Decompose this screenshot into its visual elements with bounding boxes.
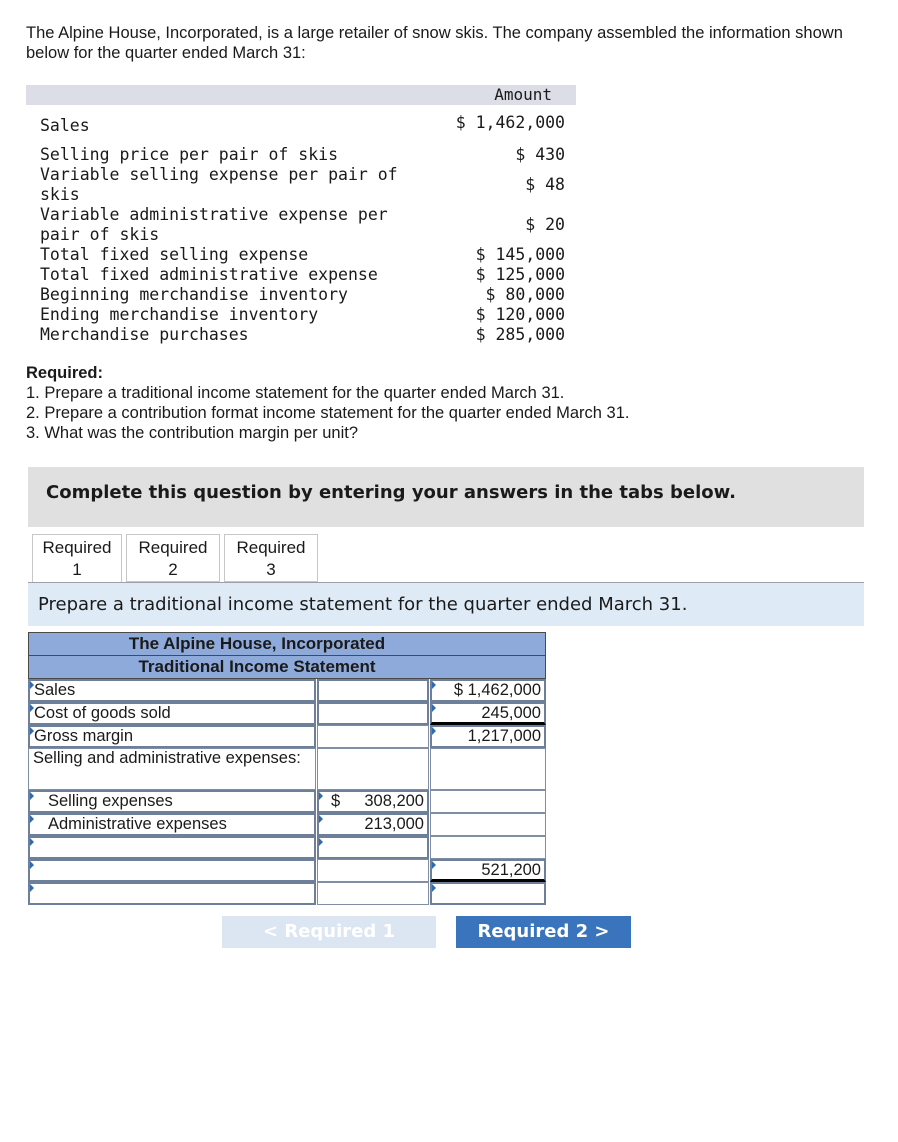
given-data-header <box>26 85 576 105</box>
dollar-sign: $ <box>331 792 341 810</box>
total-sa-label-input[interactable] <box>28 859 316 882</box>
sa-mid <box>317 748 429 790</box>
net-income-mid <box>317 882 429 905</box>
given-amount: $ 20 <box>525 215 565 234</box>
given-label: Total fixed selling expense <box>40 245 309 264</box>
blank-right <box>430 836 546 859</box>
tab-label: Required <box>138 538 208 557</box>
given-row <box>26 285 576 305</box>
tab-number: 1 <box>72 560 82 579</box>
cogs-value: 245,000 <box>481 704 541 722</box>
problem-intro: The Alpine House, Incorporated, is a large retailer of snow skis. The company assembled the information shown below for the quarter ended March 31: <box>26 24 843 62</box>
given-amount: $ 285,000 <box>475 325 565 344</box>
cogs-label-input[interactable] <box>28 702 316 725</box>
gross-margin-label-input[interactable] <box>28 725 316 748</box>
tab-number: 2 <box>168 560 178 579</box>
given-row <box>26 265 576 285</box>
given-amount: $ 430 <box>515 145 565 164</box>
tab-label: Required <box>42 538 112 557</box>
given-row <box>26 325 576 345</box>
given-amount: $ 120,000 <box>475 305 565 324</box>
sa-right <box>430 748 546 790</box>
given-row <box>26 305 576 325</box>
company-name: The Alpine House, Incorporated <box>128 634 386 653</box>
sales-value: $ 1,462,000 <box>453 681 541 699</box>
given-label: Ending merchandise inventory <box>40 305 319 324</box>
given-row <box>26 245 576 265</box>
given-label: Variable administrative expense per pair of skis <box>40 205 388 244</box>
blank-mid-input[interactable] <box>317 836 429 859</box>
selling-expenses-label-input[interactable] <box>28 790 316 813</box>
total-sa-value: 521,200 <box>481 861 541 879</box>
total-sa-value-input[interactable] <box>430 859 546 882</box>
tab-required-3[interactable] <box>224 534 318 582</box>
given-row <box>26 145 576 165</box>
required-item: 2. Prepare a contribution format income statement for the quarter ended March 31. <box>26 404 630 422</box>
next-required-button[interactable]: Required 2 > <box>456 916 631 948</box>
required-title: Required: <box>26 364 104 382</box>
selling-right <box>430 790 546 813</box>
selling-expenses-value-input[interactable] <box>317 790 429 813</box>
prompt-text: Prepare a traditional income statement for the quarter ended March 31. <box>38 594 688 615</box>
gross-margin-value: 1,217,000 <box>467 727 541 745</box>
sales-value-input[interactable] <box>430 679 546 702</box>
tab-number: 3 <box>266 560 276 579</box>
given-amount: $ 48 <box>525 175 565 194</box>
given-label: Selling price per pair of skis <box>40 145 339 164</box>
tab-required-2[interactable] <box>126 534 220 582</box>
cogs-label: Cost of goods sold <box>34 704 171 722</box>
gross-margin-value-input[interactable] <box>430 725 546 748</box>
selling-expenses-value: 308,200 <box>364 792 424 810</box>
instruction-banner <box>28 467 864 527</box>
given-label: Total fixed administrative expense <box>40 265 378 284</box>
cogs-mid-input[interactable] <box>317 702 429 725</box>
admin-expenses-value: 213,000 <box>364 815 424 833</box>
gross-margin-mid <box>317 725 429 748</box>
tab-label: Required <box>236 538 306 557</box>
given-label: Merchandise purchases <box>40 325 249 344</box>
instruction-text: Complete this question by entering your answers in the tabs below. <box>46 482 736 503</box>
amount-column-header: Amount <box>494 85 552 104</box>
admin-expenses-label: Administrative expenses <box>48 815 227 833</box>
admin-expenses-value-input[interactable] <box>317 813 429 836</box>
given-row <box>26 165 576 205</box>
cogs-value-input[interactable] <box>430 702 546 725</box>
given-label: Beginning merchandise inventory <box>40 285 348 304</box>
tab-required-1[interactable] <box>32 534 122 583</box>
blank-label-input[interactable] <box>28 836 316 859</box>
required-item: 3. What was the contribution margin per unit? <box>26 424 359 442</box>
given-label: Variable selling expense per pair of skis <box>40 165 398 204</box>
prev-required-button[interactable]: < Required 1 <box>222 916 436 948</box>
statement-title <box>28 655 546 679</box>
selling-expenses-label: Selling expenses <box>48 792 173 810</box>
required-list <box>26 363 630 443</box>
net-income-label-input[interactable] <box>28 882 316 905</box>
admin-expenses-label-input[interactable] <box>28 813 316 836</box>
given-label: Sales <box>40 116 90 135</box>
sales-label-input[interactable] <box>28 679 316 702</box>
total-sa-mid <box>317 859 429 882</box>
given-amount: $ 1,462,000 <box>455 113 565 132</box>
given-amount: $ 80,000 <box>485 285 565 304</box>
sa-heading-label: Selling and administrative expenses: <box>33 749 301 767</box>
sales-mid-input[interactable] <box>317 679 429 702</box>
given-row <box>26 205 576 245</box>
gross-margin-label: Gross margin <box>34 727 134 745</box>
statement-title-text: Traditional Income Statement <box>138 657 376 676</box>
statement-company <box>28 632 546 656</box>
given-amount: $ 125,000 <box>475 265 565 284</box>
required-item: 1. Prepare a traditional income statement for the quarter ended March 31. <box>26 384 565 402</box>
admin-right <box>430 813 546 836</box>
sales-label: Sales <box>34 681 76 699</box>
given-amount: $ 145,000 <box>475 245 565 264</box>
sa-heading <box>28 748 316 790</box>
net-income-value-input[interactable] <box>430 882 546 905</box>
prompt-banner <box>28 583 864 626</box>
